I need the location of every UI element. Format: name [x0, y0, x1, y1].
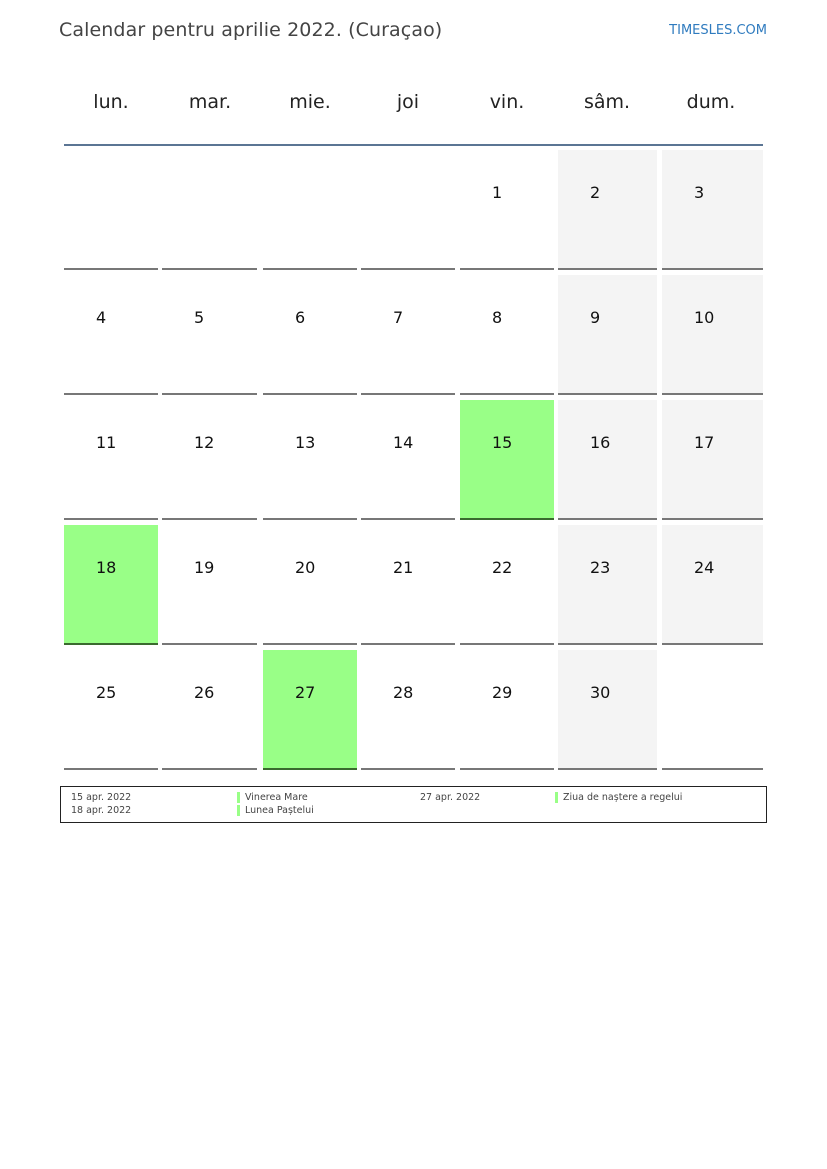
day-number: 9 — [590, 308, 601, 327]
weekday-header-row — [64, 78, 763, 146]
day-cell-18[interactable] — [64, 525, 158, 645]
legend-holiday-name: Vinerea Mare — [245, 792, 308, 803]
day-cell-15[interactable] — [460, 400, 554, 520]
day-cell-25[interactable] — [64, 650, 158, 770]
legend-color-marker — [237, 792, 240, 803]
legend-date: 27 apr. 2022 — [420, 792, 481, 803]
day-number: 1 — [492, 183, 503, 202]
day-cell-23[interactable] — [558, 525, 657, 645]
page-title: Calendar pentru aprilie 2022. (Curaçao) — [59, 19, 443, 41]
day-number: 18 — [96, 558, 117, 577]
empty-day-cell — [64, 150, 158, 270]
weekday-label: mie. — [289, 91, 331, 113]
brand-link[interactable]: TIMESLES.COM — [669, 23, 767, 38]
empty-day-cell — [662, 650, 763, 770]
weekday-label: sâm. — [583, 91, 631, 113]
day-cell-7[interactable] — [361, 275, 455, 395]
day-cell-16[interactable] — [558, 400, 657, 520]
day-number: 29 — [492, 683, 513, 702]
day-cell-30[interactable] — [558, 650, 657, 770]
day-cell-11[interactable] — [64, 400, 158, 520]
day-cell-5[interactable] — [162, 275, 257, 395]
day-number: 13 — [295, 433, 316, 452]
weekday-label: lun. — [93, 91, 129, 113]
day-cell-3[interactable] — [662, 150, 763, 270]
legend-holiday-name: Lunea Paștelui — [245, 805, 314, 816]
day-number: 28 — [393, 683, 414, 702]
day-cell-19[interactable] — [162, 525, 257, 645]
day-number: 16 — [590, 433, 611, 452]
day-cell-27[interactable] — [263, 650, 357, 770]
day-cell-4[interactable] — [64, 275, 158, 395]
empty-day-cell — [361, 150, 455, 270]
day-number: 19 — [194, 558, 215, 577]
legend-holiday-name: Ziua de naștere a regelui — [563, 792, 683, 803]
day-cell-26[interactable] — [162, 650, 257, 770]
day-number: 12 — [194, 433, 215, 452]
day-number: 20 — [295, 558, 316, 577]
day-cell-28[interactable] — [361, 650, 455, 770]
day-number: 26 — [194, 683, 215, 702]
holiday-legend — [60, 786, 767, 823]
day-number: 30 — [590, 683, 611, 702]
day-number: 10 — [694, 308, 715, 327]
legend-color-marker — [237, 805, 240, 816]
legend-date: 18 apr. 2022 — [71, 805, 132, 816]
day-number: 24 — [694, 558, 715, 577]
day-number: 25 — [96, 683, 117, 702]
day-number: 15 — [492, 433, 513, 452]
day-number: 27 — [295, 683, 316, 702]
day-number: 21 — [393, 558, 414, 577]
day-number: 17 — [694, 433, 715, 452]
day-number: 2 — [590, 183, 601, 202]
day-number: 3 — [694, 183, 705, 202]
day-number: 5 — [194, 308, 205, 327]
day-cell-6[interactable] — [263, 275, 357, 395]
day-number: 6 — [295, 308, 306, 327]
legend-date: 15 apr. 2022 — [71, 792, 132, 803]
day-number: 23 — [590, 558, 611, 577]
weekday-label: mar. — [188, 91, 232, 113]
day-cell-24[interactable] — [662, 525, 763, 645]
day-cell-2[interactable] — [558, 150, 657, 270]
day-cell-21[interactable] — [361, 525, 455, 645]
empty-day-cell — [162, 150, 257, 270]
weekday-label: vin. — [489, 91, 525, 113]
legend-color-marker — [555, 792, 558, 803]
day-cell-9[interactable] — [558, 275, 657, 395]
day-cell-29[interactable] — [460, 650, 554, 770]
day-number: 7 — [393, 308, 404, 327]
day-cell-20[interactable] — [263, 525, 357, 645]
day-cell-12[interactable] — [162, 400, 257, 520]
day-cell-10[interactable] — [662, 275, 763, 395]
day-cell-14[interactable] — [361, 400, 455, 520]
empty-day-cell — [263, 150, 357, 270]
day-cell-1[interactable] — [460, 150, 554, 270]
weekday-label: joi — [396, 91, 420, 113]
day-number: 8 — [492, 308, 503, 327]
day-number: 4 — [96, 308, 107, 327]
day-number: 11 — [96, 433, 117, 452]
day-cell-22[interactable] — [460, 525, 554, 645]
day-cell-17[interactable] — [662, 400, 763, 520]
day-cell-13[interactable] — [263, 400, 357, 520]
day-cell-8[interactable] — [460, 275, 554, 395]
day-number: 22 — [492, 558, 513, 577]
weekday-label: dum. — [686, 91, 736, 113]
day-number: 14 — [393, 433, 414, 452]
